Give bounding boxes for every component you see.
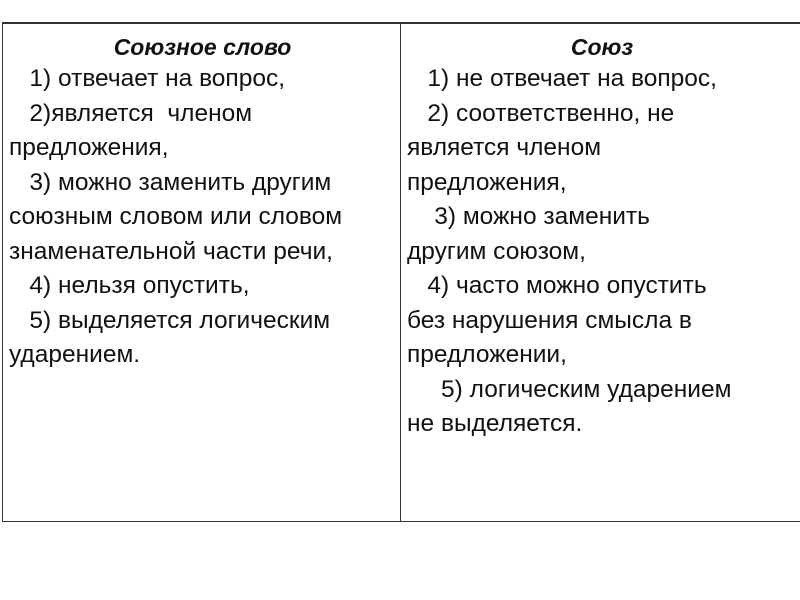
list-line: 2)является членом: [9, 99, 253, 127]
list-line: 4) часто можно опустить: [407, 272, 707, 299]
list-line: 1) отвечает на вопрос,: [9, 65, 286, 92]
list-line: 3) можно заменить: [407, 203, 650, 230]
conjunction-column: [401, 24, 799, 521]
column-header-conjunctive-word: Союзное слово: [113, 34, 292, 60]
list-line: знаменательной части речи,: [9, 237, 333, 265]
list-line: 4) нельзя опустить,: [9, 272, 250, 299]
conjunctive-word-column: [3, 24, 401, 521]
list-line: является членом: [407, 134, 602, 161]
column-header-conjunction: Союз: [570, 34, 634, 60]
list-line: предложения,: [407, 168, 567, 196]
list-line: не выделяется.: [407, 410, 583, 437]
list-line: ударением.: [9, 341, 141, 368]
list-line: 5) логическим ударением: [407, 375, 732, 403]
list-line: союзным словом или словом: [9, 203, 343, 230]
list-line: 1) не отвечает на вопрос,: [407, 65, 717, 92]
list-line: 2) соответственно, не: [407, 99, 675, 127]
list-line: предложения,: [9, 134, 169, 161]
list-line: 3) можно заменить другим: [9, 168, 332, 196]
list-line: 5) выделяется логическим: [9, 306, 331, 334]
list-line: другим союзом,: [407, 237, 586, 265]
list-line: предложении,: [407, 341, 567, 368]
comparison-table: [2, 22, 800, 522]
list-line: без нарушения смысла в: [407, 306, 692, 334]
